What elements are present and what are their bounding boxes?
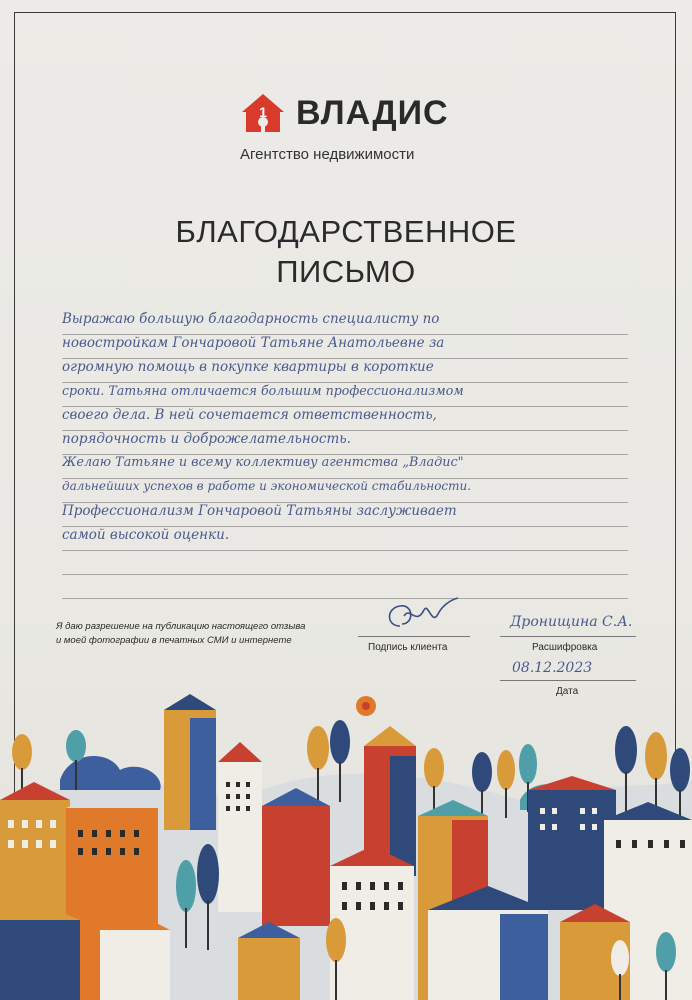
consent-line: и моей фотографии в печатных СМИ и интернете [56, 635, 292, 646]
building [100, 912, 170, 1000]
town-illustration [0, 690, 692, 1000]
letter-text-line: своего дела. В ней сочетается ответственность, [62, 407, 437, 423]
letter-title-line2: ПИСЬМО [276, 254, 416, 289]
consent-line: Я даю разрешение на публикацию настоящего отзыва [56, 621, 306, 632]
building [0, 904, 80, 1000]
letter-text-line: Желаю Татьяне и всему коллективу агентства „Владис" [62, 455, 464, 470]
house-key-icon [240, 92, 286, 134]
date-label: Дата [556, 686, 579, 697]
client-signature-label: Подпись клиента [368, 642, 448, 653]
decode-label: Расшифровка [532, 642, 598, 653]
decode-line [500, 636, 636, 637]
letter-text-line: Выражаю большую благодарность специалисту по [62, 311, 440, 327]
letter-text-line: дальнейших успехов в работе и экономической стабильности. [62, 479, 472, 493]
letter-text-line: самой высокой оценки. [62, 527, 230, 543]
building [528, 776, 616, 910]
ruled-line [62, 598, 628, 599]
publication-consent [56, 620, 346, 648]
building [164, 694, 216, 830]
brand-tagline: Агентство недвижимости [240, 146, 415, 163]
letter-text-line: новостройкам Гончаровой Татьяне Анатольевне за [62, 335, 445, 351]
ruled-line [62, 574, 628, 575]
building [238, 922, 300, 1000]
letter-text-line: порядочность и доброжелательность. [62, 431, 351, 447]
letter-text-line: огромную помощь в покупке квартиры в короткие [62, 359, 434, 375]
signature-decode-value: Дронищина С.А. [510, 614, 633, 630]
building [428, 886, 548, 1000]
client-signature-line [358, 636, 470, 637]
client-signature [380, 596, 470, 636]
letter-text-line: Профессионализм Гончаровой Татьяны заслуживает [62, 503, 457, 519]
ruled-line [62, 550, 628, 551]
brand-name: ВЛАДИС [296, 94, 449, 132]
logo-digit: 1 [259, 104, 267, 120]
date-line [500, 680, 636, 681]
letter-text-line: сроки. Татьяна отличается большим профессионализмом [62, 383, 464, 398]
building [330, 846, 414, 1000]
date-value: 08.12.2023 [512, 660, 593, 676]
letter-title-line1: БЛАГОДАРСТВЕННОЕ [175, 214, 517, 249]
building [262, 788, 330, 926]
building [218, 742, 262, 912]
